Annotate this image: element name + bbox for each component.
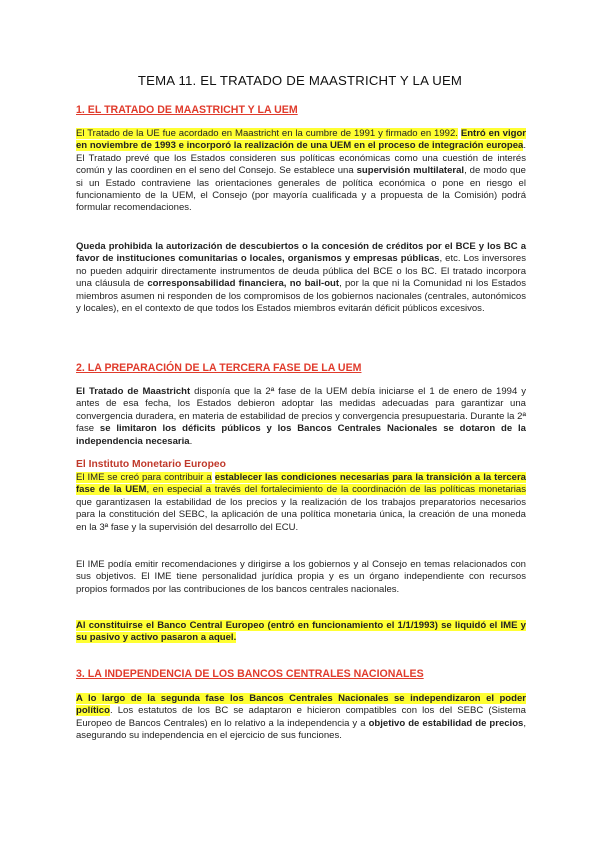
section-1-heading: 1. EL TRATADO DE MAASTRICHT Y LA UEM xyxy=(76,104,298,116)
section-2-paragraph-2: El IME se creó para contribuir a establecer las condiciones necesarias para la transición a la tercera fase de la UEM, en especial a través del fortalecimiento de la coordinación de las políticas monetarias que garantizasen la estabilidad de los precios y la realización de los trabajos preparatorios necesarios para la constitución del SEBC, la aplicación de una política monetaria única, la creación de una moneda en la 3ª fase y la supervisión del desarrollo del ECU. xyxy=(76,472,526,533)
section-2-paragraph-3: El IME podía emitir recomendaciones y dirigirse a los gobiernos y al Consejo en temas relacionados con sus objetivos. El IME tiene personalidad jurídica propia y es un órgano independiente con recursos propios formados por las contribuciones de los bancos centrales nacionales. xyxy=(76,559,526,595)
subsection-heading-ime: El Instituto Monetario Europeo xyxy=(76,459,226,470)
section-2-paragraph-1: El Tratado de Maastricht disponía que la 2ª fase de la UEM debía iniciarse el 1 de enero de 1994 y antes de esa fecha, los Estados debieron adoptar las medidas adecuadas para garantizar una convergencia duradera, en materia de estabilidad de precios y convergencia presupuestaria. Durante la 2ª fase se limitaron los déficits públicos y los Bancos Centrales Nacionales se dotaron de la independencia necesaria. xyxy=(76,386,526,447)
section-2-heading: 2. LA PREPARACIÓN DE LA TERCERA FASE DE LA UEM xyxy=(76,362,362,374)
section-1-paragraph-1: El Tratado de la UE fue acordado en Maastricht en la cumbre de 1991 y firmado en 1992. Entró en vigor en noviembre de 1993 e incorporó la realización de una UEM en el proceso de integración europea. El Tratado prevé que los Estados consideren sus políticas económicas como una cuestión de interés común y las coordinen en el seno del Consejo. Se establece una supervisión multilateral, de modo que si un Estado contraviene las orientaciones generales de política económica o pone en riesgo el funcionamiento de la UEM, el Consejo (por mayoría cualificada y a propuesta de la Comisión) podrá formular recomendaciones. xyxy=(76,128,527,214)
document-title: TEMA 11. EL TRATADO DE MAASTRICHT Y LA UEM xyxy=(137,73,463,88)
section-1-paragraph-2: Queda prohibida la autorización de descubiertos o la concesión de créditos por el BCE y los BC a favor de instituciones comunitarias o locales, organismos y empresas públicas, etc. Los inversores no pueden adquirir directamente instrumentos de deuda pública del BCE o los BC. El tratado incorpora una cláusula de corresponsabilidad financiera, no bail-out, por la que ni la Comunidad ni los Estados miembros asumen ni responden de los compromisos de los gobiernos nacionales (centrales, autonómicos y locales), en el contexto de que todos los Estados miembros evitarán déficit públicos excesivos. xyxy=(76,241,526,315)
section-3-heading: 3. LA INDEPENDENCIA DE LOS BANCOS CENTRALES NACIONALES xyxy=(76,668,424,680)
section-2-paragraph-4: Al constituirse el Banco Central Europeo (entró en funcionamiento el 1/1/1993) se liquidó el IME y su pasivo y activo pasaron a aquel. xyxy=(76,620,526,644)
section-3-paragraph-1: A lo largo de la segunda fase los Bancos Centrales Nacionales se independizaron el poder político. Los estatutos de los BC se adaptaron e hicieron compatibles con los del SEBC (Sistema Europeo de Bancos Centrales) en lo relativo a la independencia y a objetivo de estabilidad de precios, asegurando su independencia en el ejercicio de sus funciones. xyxy=(76,693,527,742)
